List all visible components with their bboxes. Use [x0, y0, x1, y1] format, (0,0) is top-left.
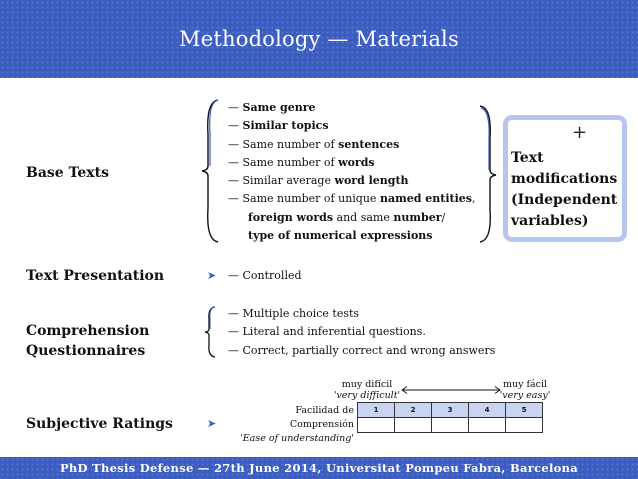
list-item: — Literal and inferential questions. [228, 325, 426, 339]
rating-cell-label: 1 [358, 403, 395, 418]
base-texts-right-brace [478, 104, 498, 244]
bold-term: Similar topics [242, 119, 329, 133]
text-modifications-line: modifications [511, 171, 618, 187]
rating-cell-label: 5 [506, 403, 543, 418]
list-item: — Multiple choice tests [228, 307, 360, 320]
scale-left-es: muy difícil [341, 379, 393, 390]
list-item [228, 227, 475, 245]
subjective-ratings-label: Subjective Ratings [26, 416, 173, 432]
text-run: — Same number of [228, 155, 339, 169]
facilidad-es: Facilidad de Comprensión [289, 405, 354, 430]
scale-left-en: 'very difficult' [333, 390, 401, 401]
rating-cell-empty[interactable] [506, 418, 543, 433]
comprehension-label-line: Comprehension [26, 323, 150, 339]
slide-header [0, 0, 638, 78]
comprehension-label [26, 321, 149, 361]
base-texts-label: Base Texts [26, 165, 109, 181]
facilidad-en: 'Ease of understanding' [240, 433, 354, 444]
bold-term: word length [334, 174, 409, 188]
list-item [228, 136, 475, 154]
text-run: — Same number of unique [228, 192, 380, 206]
footer-text: PhD Thesis Defense — 27th June 2014, Universitat Pompeu Fabra, Barcelona [59, 461, 579, 475]
bold-term: number [393, 210, 442, 224]
bold-term: type of numerical expressions [248, 229, 433, 243]
scale-right-es: muy fácil [502, 379, 548, 390]
text-modifications-line: variables) [511, 213, 589, 229]
text-presentation-label: Text Presentation [26, 268, 165, 284]
bold-term: sentences [338, 137, 400, 151]
bold-term: words [338, 155, 375, 169]
rating-cell-label: 2 [395, 403, 432, 418]
list-item: — Correct, partially correct and wrong answers [228, 343, 496, 357]
comprehension-brace [203, 305, 217, 359]
text-run: — [228, 101, 243, 114]
text-run: — Same number of [228, 137, 339, 151]
base-texts-list [228, 99, 475, 245]
text-run: , [471, 192, 476, 206]
text-run: — [228, 119, 243, 133]
rating-scale-table [357, 402, 543, 433]
list-item [228, 190, 475, 208]
scale-right-label [490, 379, 560, 401]
rating-cell-empty[interactable] [469, 418, 506, 433]
bold-term: Same genre [242, 101, 316, 114]
arrow-bullet-icon: ➤ [207, 417, 217, 430]
rating-cell-label: 3 [432, 403, 469, 418]
text-run: and same [333, 210, 394, 224]
scale-right-en: 'very easy' [499, 390, 551, 401]
plus-symbol: + [572, 122, 588, 143]
slide-title: Methodology — Materials [179, 27, 459, 51]
rating-cell-label: 4 [469, 403, 506, 418]
text-modifications-label [511, 148, 617, 232]
list-item [228, 117, 475, 135]
facilidad-label [230, 404, 354, 446]
text-modifications-line: Text [511, 150, 544, 166]
rating-cell-empty[interactable] [358, 418, 395, 433]
bold-term: foreign words [248, 210, 334, 224]
text-run: / [441, 210, 446, 224]
list-item [228, 209, 475, 227]
list-item [228, 154, 475, 172]
scale-double-arrow-icon [399, 385, 503, 395]
text-run: — Similar average [228, 174, 335, 188]
rating-cell-empty[interactable] [395, 418, 432, 433]
list-item [228, 172, 475, 190]
rating-cell-empty[interactable] [432, 418, 469, 433]
comprehension-list [228, 305, 495, 360]
slide-footer [0, 457, 638, 479]
bold-term: named entities [379, 192, 472, 206]
text-presentation-item: — Controlled [228, 269, 302, 282]
list-item [228, 99, 475, 117]
arrow-bullet-icon: ➤ [207, 269, 217, 282]
text-modifications-line: (Independent [511, 192, 618, 208]
base-texts-left-brace [200, 98, 220, 244]
comprehension-label-line: Questionnaires [26, 343, 146, 359]
